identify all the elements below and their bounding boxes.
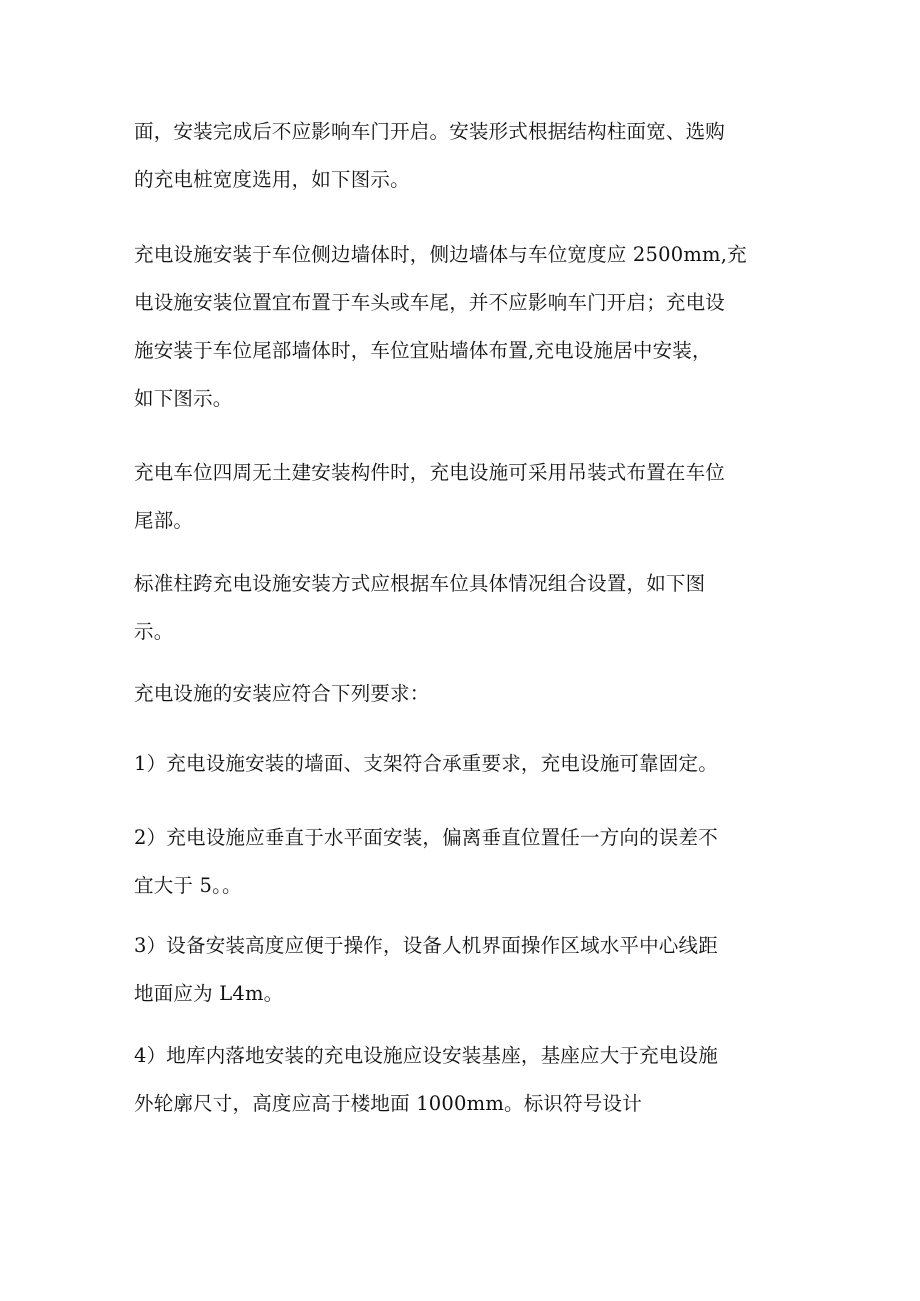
paragraph-4: 标准柱跨充电设施安装方式应根据车位具体情况组合设置，如下图 示。 [134,572,706,643]
paragraph-6: 1）充电设施安装的墙面、支架符合承重要求，充电设施可靠固定。 [134,752,718,775]
paragraph-8: 3）设备安装高度应便于操作，设备人机界面操作区域水平中心线距 地面应为 L4m。 [134,934,718,1005]
paragraph-1: 面，安装完成后不应影响车门开启。安装形式根据结构柱面宽、选购 的充电桩宽度选用，如下图示。 [134,120,726,191]
paragraph-5: 充电设施的安装应符合下列要求： [134,682,430,705]
paragraph-7: 2）充电设施应垂直于水平面安装，偏离垂直位置任一方向的误差不 宜大于 5。。 [134,826,718,897]
paragraph-2: 充电设施安装于车位侧边墙体时，侧边墙体与车位宽度应 2500mm,充 电设施安装位置宜布置于车头或车尾，并不应影响车门开启；充电设 施安装于车位尾部墙体时，车位宜贴墙体布置,充电设施居中安装， 如下图示。 [134,243,747,410]
paragraph-3: 充电车位四周无土建安装构件时，充电设施可采用吊装式布置在车位 尾部。 [134,461,726,532]
paragraph-9: 4）地库内落地安装的充电设施应设安装基座，基座应大于充电设施 外轮廓尺寸，高度应高于楼地面 1000mm。标识符号设计 [134,1044,718,1115]
